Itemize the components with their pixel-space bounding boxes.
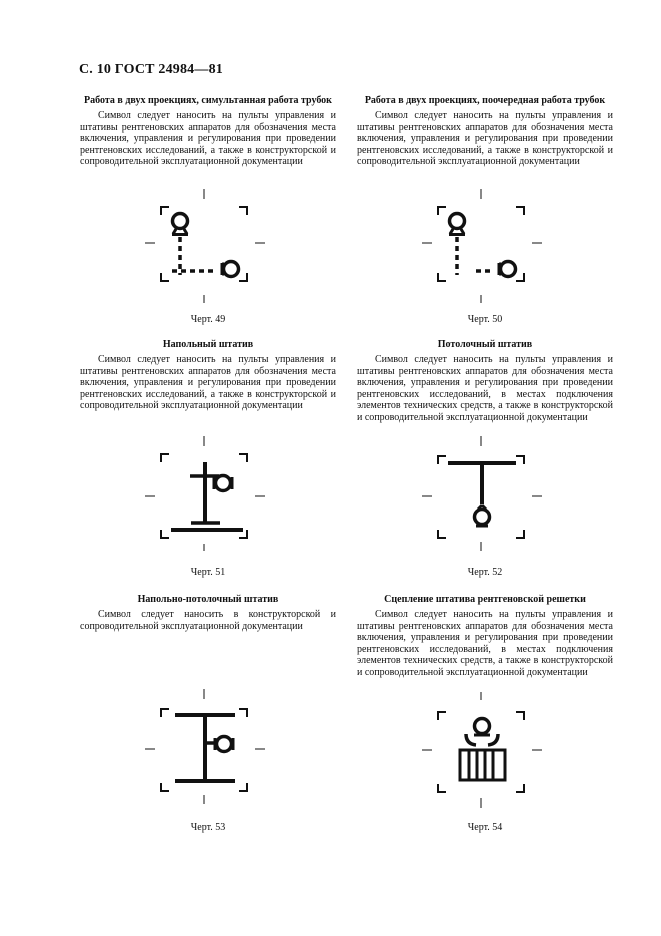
section-title: Работа в двух проекциях, поочередная работа трубок — [364, 95, 606, 106]
figure-caption: Черт. 52 — [467, 567, 503, 578]
section-49 — [80, 95, 336, 168]
section-50 — [357, 95, 613, 168]
figure-53 — [80, 685, 336, 805]
section-body: Символ следует наносить на пульты управления и штативы рентгеновских аппаратов для обозначения места включения, управления и регулирования при проведении рентгеновских исследований, а также в конструкторской и сопроводительной эксплуатационной документации — [357, 110, 613, 168]
floor-stand-icon — [143, 432, 273, 552]
section-51 — [80, 339, 336, 412]
figure-caption: Черт. 53 — [190, 822, 226, 833]
figure-49 — [80, 185, 336, 305]
dual-projection-simultaneous-icon — [143, 185, 273, 305]
section-body: Символ следует наносить в конструкторской и сопроводительной эксплуатационной документации — [80, 609, 336, 632]
section-body: Символ следует наносить на пульты управления и штативы рентгеновских аппаратов для обозначения места включения, управления и регулирования при проведении рентгеновских исследований, а также в конструкторской и сопроводительной эксплуатационной документации — [80, 354, 336, 412]
section-title: Работа в двух проекциях, симультанная работа трубок — [84, 95, 332, 106]
figure-caption: Черт. 49 — [190, 314, 226, 325]
page-header: С. 10 ГОСТ 24984—81 — [79, 62, 223, 77]
section-title: Потолочный штатив — [437, 339, 533, 350]
figure-51 — [80, 432, 336, 552]
figure-52 — [357, 432, 613, 552]
figure-54 — [357, 690, 613, 810]
floor-ceiling-stand-icon — [143, 685, 273, 805]
figure-50 — [357, 185, 613, 305]
section-body: Символ следует наносить на пульты управления и штативы рентгеновских аппаратов для обозначения места включения, управления и регулирования при проведении рентгеновских исследований, а также в конструкторской и сопроводительной эксплуатационной документации — [80, 110, 336, 168]
figure-caption: Черт. 54 — [467, 822, 503, 833]
section-title: Напольно-потолочный штатив — [137, 594, 279, 605]
section-body: Символ следует наносить на пульты управления и штативы рентгеновских аппаратов для обозначения места включения, управления и регулирования при проведении рентгеновских исследований, в местах подключения элементов технических средств, а также в конструкторской и сопроводительной эксплуатационной документации — [357, 609, 613, 678]
section-53 — [80, 594, 336, 632]
grid-stand-coupling-icon — [420, 690, 550, 810]
section-52 — [357, 339, 613, 424]
figure-caption: Черт. 50 — [467, 314, 503, 325]
section-body: Символ следует наносить на пульты управления и штативы рентгеновских аппаратов для обозначения места включения, управления и регулирования при проведении рентгеновских исследований, в местах подключения элементов технических средств, а также в конструкторской и сопроводительной эксплуатационной документации — [357, 354, 613, 423]
section-title: Сцепление штатива рентгеновской решетки — [384, 594, 586, 605]
dual-projection-alternating-icon — [420, 185, 550, 305]
section-title: Напольный штатив — [162, 339, 254, 350]
ceiling-stand-icon — [420, 432, 550, 552]
figure-caption: Черт. 51 — [190, 567, 226, 578]
section-54 — [357, 594, 613, 679]
